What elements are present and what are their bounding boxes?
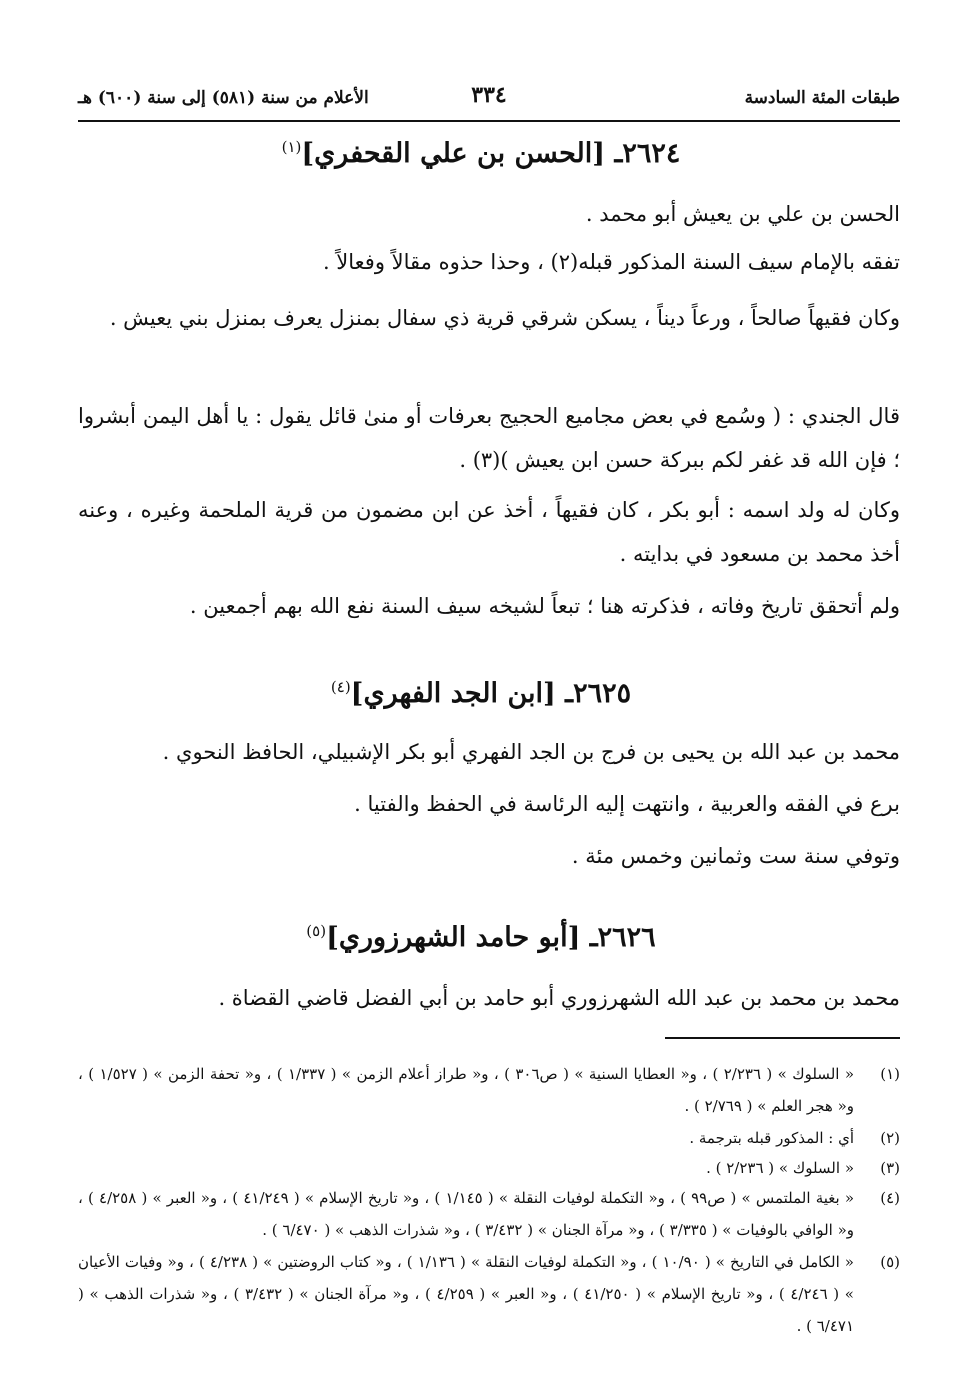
running-header [78, 80, 900, 114]
footnote-number: (٥) [880, 1253, 900, 1271]
footnote [78, 1122, 900, 1154]
header-section-title: طبقات المئة السادسة [744, 88, 900, 108]
entry-title-2626 [0, 922, 962, 953]
header-range-title: الأعلام من سنة (٥٨١) إلى سنة (٦٠٠) هـ [78, 88, 369, 108]
paragraph: وكان له ولد اسمه : أبو بكر ، كان فقيهاً ، أخذ عن ابن مضمون من قرية الملحمة وغيره ، وعنه أخذ محمد بن مسعود في بدايته . [78, 498, 900, 566]
page-number: ٣٣٤ [471, 82, 507, 108]
paragraph: الحسن بن علي بن يعيش أبو محمد . [585, 202, 900, 226]
footnote-divider [665, 1037, 900, 1039]
entry-title-text: ٢٦٢٤ـ [الحسن بن علي القحفري] [301, 138, 681, 169]
footnote-ref: (٤) [330, 678, 351, 696]
header-divider [78, 120, 900, 122]
footnote-text: « السلوك » ( ٢/٢٣٦ ) . [706, 1159, 854, 1177]
footnote-number: (٢) [880, 1129, 900, 1147]
paragraph: برع في الفقه والعربية ، وانتهت إليه الرئاسة في الحفظ والفتيا . [354, 792, 900, 816]
footnote-text: أي : المذكور قبله بترجمة . [689, 1129, 854, 1147]
entry-title-2624 [0, 138, 962, 169]
paragraph: قال الجندي : ( وسُمع في بعض مجاميع الحجيج بعرفات أو منىٰ قائل يقول : يا أهل اليمن أبشروا ؛ فإن الله قد غفر لكم ببركة حسن ابن يعيش )(٣) . [78, 404, 900, 472]
entry-title-text: ٢٦٢٥ـ [ابن الجد الفهري] [350, 678, 632, 709]
footnote-text: « السلوك » ( ٢/٢٣٦ ) ، و« العطايا السنية » ( ص٣٠٦ ) ، و« طراز أعلام الزمن » ( ١/٣٣٧ ) ، و« تحفة الزمن » ( ١/٥٢٧ ) ، و« هجر العلم » ( ٢/٧٦٩ ) . [78, 1065, 854, 1115]
paragraph: محمد بن عبد الله بن يحيى بن فرج بن الجد الفهري أبو بكر الإشبيلي، الحافظ النحوي . [162, 740, 900, 764]
footnote-text: « بغية الملتمس » ( ص٩٩ ) ، و« التكملة لوفيات النقلة » ( ١/١٤٥ ) ، و« تاريخ الإسلام » ( ٤١/٢٤٩ ) ، و« العبر » ( ٤/٢٥٨ ) ، و« الوافي بالوفيات » ( ٣/٣٣٥ ) ، و« مرآة الجنان » ( ٣/٤٣٢ ) ، و« شذرات الذهب » ( ٦/٤٧٠ ) . [78, 1189, 855, 1239]
footnote-ref: (٥) [306, 922, 327, 940]
paragraph: وتوفي سنة ست وثمانين وخمس مئة . [571, 844, 900, 868]
footnote-number: (١) [880, 1065, 900, 1083]
footnote-number: (٤) [880, 1189, 900, 1207]
footnote-number: (٣) [880, 1159, 900, 1177]
footnote-ref: (١) [281, 138, 302, 156]
footnote [78, 1058, 900, 1122]
paragraph: تفقه بالإمام سيف السنة المذكور قبله(٢) ، وحذا حذوه مقالاً وفعالاً . [322, 250, 900, 274]
footnote-text: « الكامل في التاريخ » ( ١٠/٩٠ ) ، و« التكملة لوفيات النقلة » ( ١/١٣٦ ) ، و« كتاب الروضتين » ( ٤/٢٣٨ ) ، و« وفيات الأعيان » ( ٤/٢٤٦ ) ، و« تاريخ الإسلام » ( ٤١/٢٥٠ ) ، و« العبر » ( ٤/٢٥٩ ) ، و« مرآة الجنان » ( ٣/٤٣٢ ) ، و« شذرات الذهب » ( ٦/٤٧١ ) . [78, 1253, 854, 1335]
entry-title-2625 [0, 678, 962, 709]
paragraph: محمد بن محمد بن عبد الله الشهرزوري أبو حامد بن أبي الفضل قاضي القضاة . [218, 986, 900, 1010]
footnote [78, 1182, 900, 1246]
footnote [78, 1152, 900, 1184]
footnote [78, 1246, 900, 1342]
paragraph: وكان فقيهاً صالحاً ، ورعاً ديناً ، يسكن شرقي قرية ذي سفال بمنزل يعرف بمنزل بني يعيش . [109, 306, 900, 330]
entry-title-text: ٢٦٢٦ـ [أبو حامد الشهرزوري] [326, 922, 656, 953]
paragraph: ولم أتحقق تاريخ وفاته ، فذكرته هنا ؛ تبعاً لشيخه سيف السنة نفع الله بهم أجمعين . [189, 594, 900, 618]
